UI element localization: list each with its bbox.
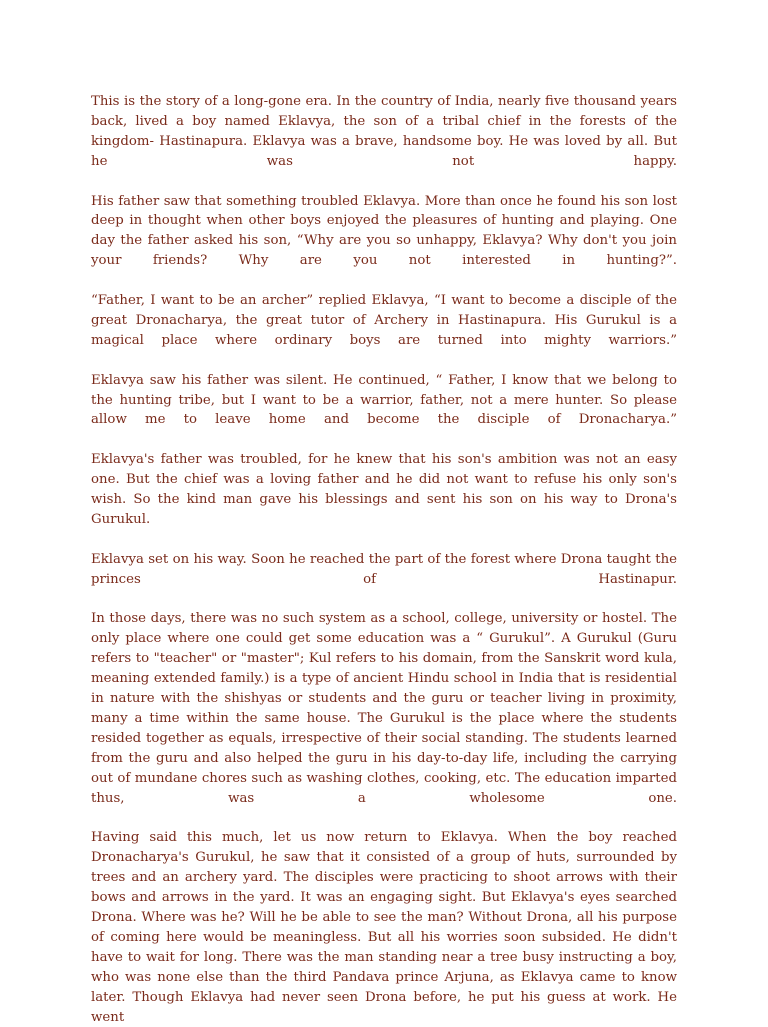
- paragraph-7: In those days, there was no such system as a school, college, university or hostel. The only place where one could get some education was a “ Gurukul”. A Gurukul (Guru refers to "teacher" or "master"; Kul refers to his domain, from the Sanskrit word kula, meaning extended family.) is a type of ancient Hindu school in India that is residential in nature with the shishyas or students and the guru or teacher living in proximity, many a time within the same house. The Gurukul is the place where the students resided together as equals, irrespective of their social standing. The students learned from the guru and also helped the guru in his day-to-day life, including the carrying out of mundane chores such as washing clothes, cooking, etc. The education imparted thus, was a wholesome one.: [91, 611, 677, 806]
- document-page: [91, 92, 677, 1027]
- paragraph-8: Having said this much, let us now return to Eklavya. When the boy reached Dronacharya's Gurukul, he saw that it consisted of a group of huts, surrounded by trees and an archery yard. The disciples were practicing to shoot arrows with their bows and arrows in the yard. It was an engaging sight. But Eklavya's eyes searched Drona. Where was he? Will he be able to see the man? Without Drona, all his purpose of coming here would be meaningless. But all his worries soon subsided. He didn't have to wait for long. There was the man standing near a tree busy instructing a boy, who was none else than the third Pandava prince Arjuna, as Eklavya came to know later. Though Eklavya had never seen Drona before, he put his guess at work. He went: [91, 830, 677, 1025]
- paragraph-3: “Father, I want to be an archer” replied Eklavya, “I want to become a disciple of the great Dronacharya, the great tutor of Archery in Hastinapura. His Gurukul is a magical place where ordinary boys are turned into mighty warriors.”: [91, 293, 677, 348]
- paragraph-2: His father saw that something troubled Eklavya. More than once he found his son lost deep in thought when other boys enjoyed the pleasures of hunting and playing. One day the father asked his son, “Why are you so unhappy, Eklavya? Why don't you join your friends? Why are you not interested in hunting?”.: [91, 193, 677, 269]
- paragraph-1: This is the story of a long-gone era. In the country of India, nearly five thousand years back, lived a boy named Eklavya, the son of a tribal chief in the forests of the kingdom- Hastinapura. Eklavya was a brave, handsome boy. He was loved by all. But he was not happy.: [91, 94, 677, 169]
- paragraph-4: Eklavya saw his father was silent. He continued, “ Father, I know that we belong to the hunting tribe, but I want to be a warrior, father, not a mere hunter. So please allow me to leave home and become the disciple of Dronacharya.”: [91, 372, 677, 428]
- paragraph-5: Eklavya's father was troubled, for he knew that his son's ambition was not an easy one. But the chief was a loving father and he did not want to refuse his only son's wish. So the kind man gave his blessings and sent his son on his way to Drona's Gurukul.: [91, 452, 677, 527]
- paragraph-6: Eklavya set on his way. Soon he reached the part of the forest where Drona taught the princes of Hastinapur.: [91, 551, 677, 587]
